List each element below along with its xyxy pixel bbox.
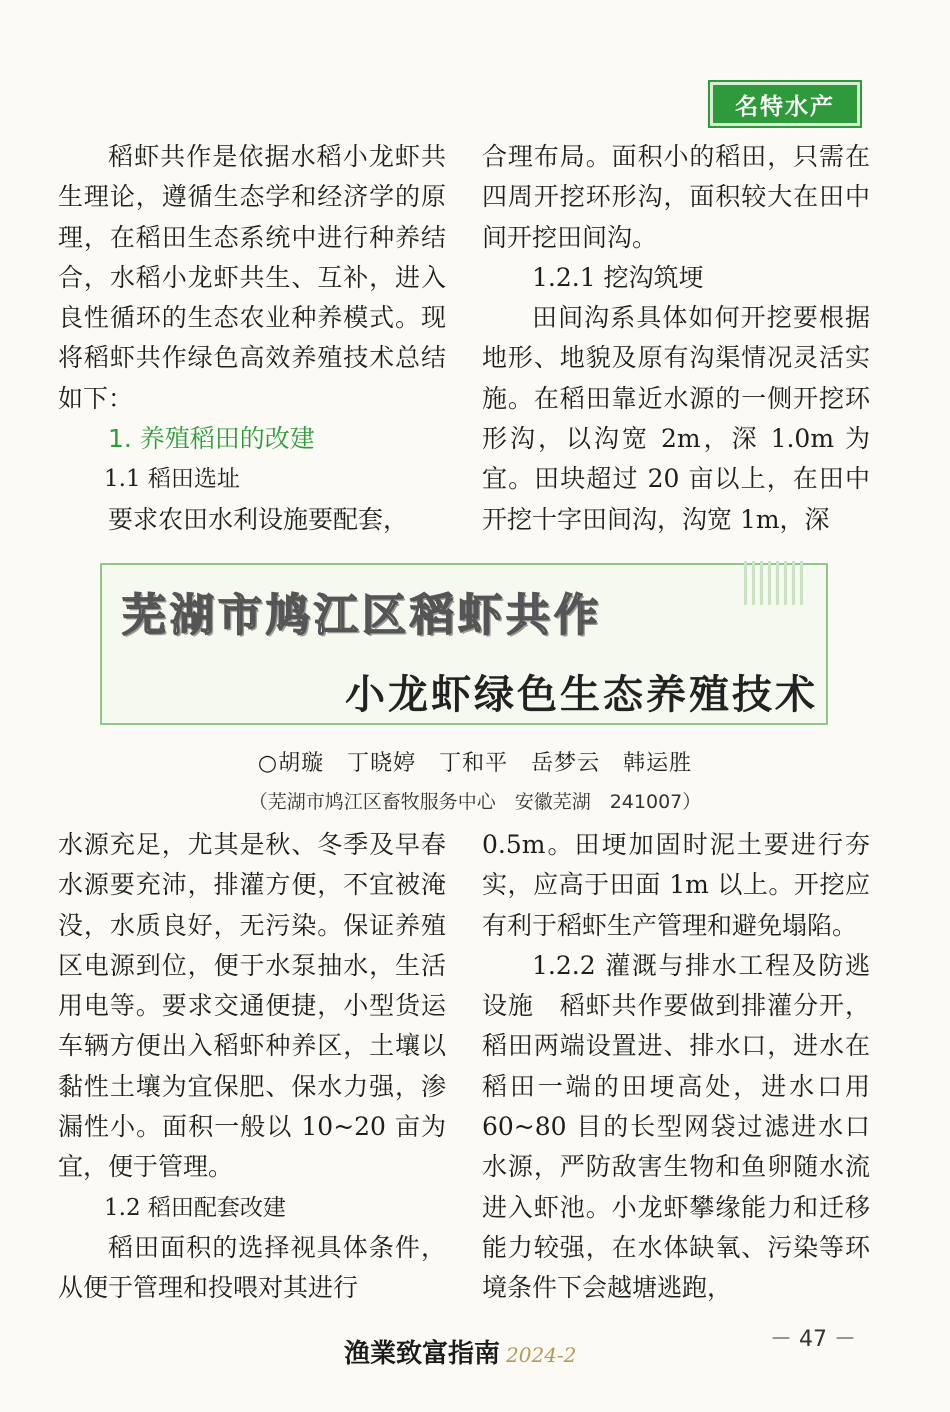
authors: ○胡璇 丁晓婷 丁和平 岳梦云 韩运胜 [257, 751, 693, 776]
journal-name [344, 1333, 576, 1370]
article-title-box [100, 563, 828, 725]
paragraph: 1.2.2 灌溉与排水工程及防逃设施 稻虾共作要做到排灌分开，稻田两端设置进、排水口，进水在稻田一端的田埂高处，进水口用 60~80 目的长型网袋过滤进水口水源，严防敌害生物和鱼卵随水流进入虾池。小龙虾攀缘能力和迁移能力较强，在水体缺氧、污染等环境条件下会越塘逃跑， [482, 950, 870, 1303]
heading-1-2: 1.2 稻田配套改建 [104, 1194, 286, 1221]
paragraph: 稻虾共作是依据水稻小龙虾共生理论，遵循生态学和经济学的原理，在稻田生态系统中进行种养结合，水稻小龙虾共生、互补，进入良性循环的生态农业种养模式。现将稻虾共作绿色高效养殖技术总结如下： [58, 142, 446, 413]
paragraph: 水源充足，尤其是秋、冬季及早春水源要充沛，排灌方便，不宜被淹没，水质良好，无污染。保证养殖区电源到位，便于水泵抽水，生活用电等。要求交通便捷，小型货运车辆方便出入稻虾种养区，土壤以黏性土壤为宜保肥、保水力强，渗漏性小。面积一般以 10~20 亩为宜，便于管理。 [58, 830, 446, 1182]
journal-issue: 2024-2 [506, 1343, 577, 1367]
paragraph: 要求农田水利设施要配套， [108, 504, 409, 534]
decorative-stripes [744, 561, 804, 605]
journal-title: 渔業致富指南 [344, 1339, 501, 1369]
section-tag: 名特水产 [710, 82, 860, 126]
paragraph: 合理布局。面积小的稻田，只需在四周开挖环形沟，面积较大在田中间开挖田间沟。 [482, 142, 870, 252]
affiliation: （芜湖市鸠江区畜牧服务中心 安徽芜湖 241007） [248, 791, 702, 813]
heading-1-2-1: 1.2.1 挖沟筑埂 [532, 262, 704, 292]
column-1 [58, 137, 446, 540]
article-title-line-2: 小龙虾绿色生态养殖技术 [345, 672, 818, 718]
paragraph: 稻田面积的选择视具体条件，从便于管理和投喂对其进行 [58, 1232, 446, 1303]
heading-1: 1. 养殖稻田的改建 [108, 424, 315, 454]
column-2 [482, 137, 870, 540]
article-title-line-1: 芜湖市鸠江区稻虾共作 [122, 590, 602, 641]
paragraph: 田间沟系具体如何开挖要根据地形、地貌及原有沟渠情况灵活实施。在稻田靠近水源的一侧开挖环形沟，以沟宽 2m，深 1.0m 为宜。田块超过 20 亩以上，在田中开挖十字田间沟，沟宽 1m，深 [482, 303, 870, 534]
column-3 [58, 825, 446, 1309]
column-4 [482, 825, 870, 1309]
heading-1-1: 1.1 稻田选址 [104, 466, 240, 493]
paragraph: 0.5m。田埂加固时泥土要进行夯实，应高于田面 1m 以上。开挖应有利于稻虾生产管理和避免塌陷。 [482, 830, 870, 940]
page-number: － 47 － [770, 1327, 856, 1352]
